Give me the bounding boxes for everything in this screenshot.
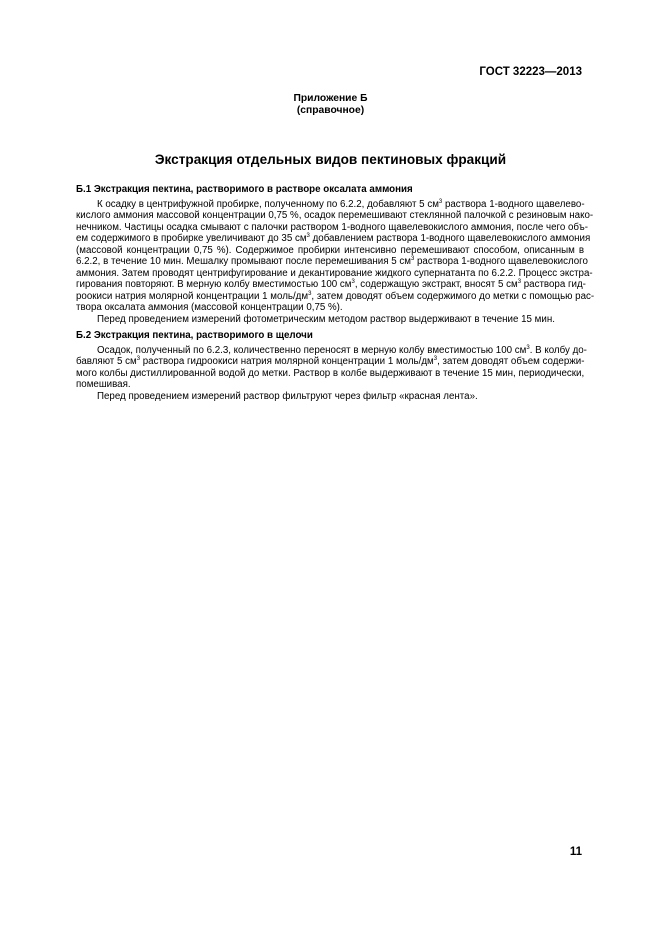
text-line: нечником. Частицы осадка смывают с палочки раствором 1-водного щавелевокислого аммония, после чего объ- — [76, 221, 589, 233]
text-line: К осадку в центрифужной пробирке, полученному по 6.2.2, добавляют 5 $см^3$ раствора 1-водного щавелево- — [97, 198, 585, 210]
page-title: Экстракция отдельных видов пектиновых фракций — [154, 152, 507, 167]
text-line: (массовой концентрации 0,75 %). Содержимое пробирки интенсивно перемешивают способом, описанным в — [76, 244, 584, 256]
section-heading-b2: Б.2 Экстракция пектина, растворимого в щелочи — [76, 330, 313, 341]
section-b1-paragraph-2: Перед проведением измерений фотометрическим методом раствор выдерживают в течение 15 мин. — [97, 313, 555, 325]
text-line: бавляют 5 $см^3$ раствора гидроокиси натрия молярной концентрации 1 моль/$дм^3$, затем доводят объем содержи- — [76, 356, 585, 367]
text-line: гирования повторяют. В мерную колбу вместимостью 100 $см^3$, содержащую экстракт, вносят 5 $см^3$ раствора гид- — [76, 279, 586, 290]
text-line: твора оксалата аммония (массовой концентрации 0,75 %). — [76, 302, 343, 313]
appendix-note: (справочное) — [296, 104, 365, 116]
text-line: ем содержимого в пробирке увеличивают до 35 $см^3$ добавлением раствора 1-водного щавелевокислого аммония — [76, 233, 591, 244]
text-line: аммония. Затем проводят центрифугирование и декантирование жидкого супернатанта по 6.2.2. Процесс экстра- — [76, 267, 593, 279]
text-line: мого колбы дистиллированной водой до метки. Раствор в колбе выдерживают в течение 15 мин, периодически, — [76, 367, 585, 379]
appendix-label: Приложение Б — [293, 93, 368, 104]
text-line: кислого аммония массовой концентрации 0,75 %, осадок перемешивают стеклянной палочкой с резиновым нако- — [76, 210, 594, 221]
text-line: помешивая. — [76, 379, 131, 390]
page-number: 11 — [569, 846, 582, 858]
text-line: Осадок, полученный по 6.2.3, количественно переносят в мерную колбу вместимостью 100 $см^3$. В колбу до- — [97, 344, 587, 356]
section-b1-paragraph-1 — [76, 198, 595, 314]
text-line: роокиси натрия молярной концентрации 1 моль/$дм^3$, затем доводят объем содержимого до метки с помощью рас- — [76, 290, 595, 302]
appendix-heading — [0, 93, 661, 116]
document-body — [76, 184, 595, 402]
text-line: 6.2.2, в течение 10 мин. Мешалку промывают после перемешивания 5 $см^3$ раствора 1-водного щавелевокислого — [76, 256, 588, 267]
standard-code: ГОСТ 32223—2013 — [479, 66, 582, 78]
section-heading-b1: Б.1 Экстракция пектина, растворимого в растворе оксалата аммония — [76, 184, 413, 195]
section-b2-paragraph-2: Перед проведением измерений раствор фильтруют через фильтр «красная лента». — [97, 390, 478, 402]
section-b2-paragraph-1 — [76, 344, 587, 391]
